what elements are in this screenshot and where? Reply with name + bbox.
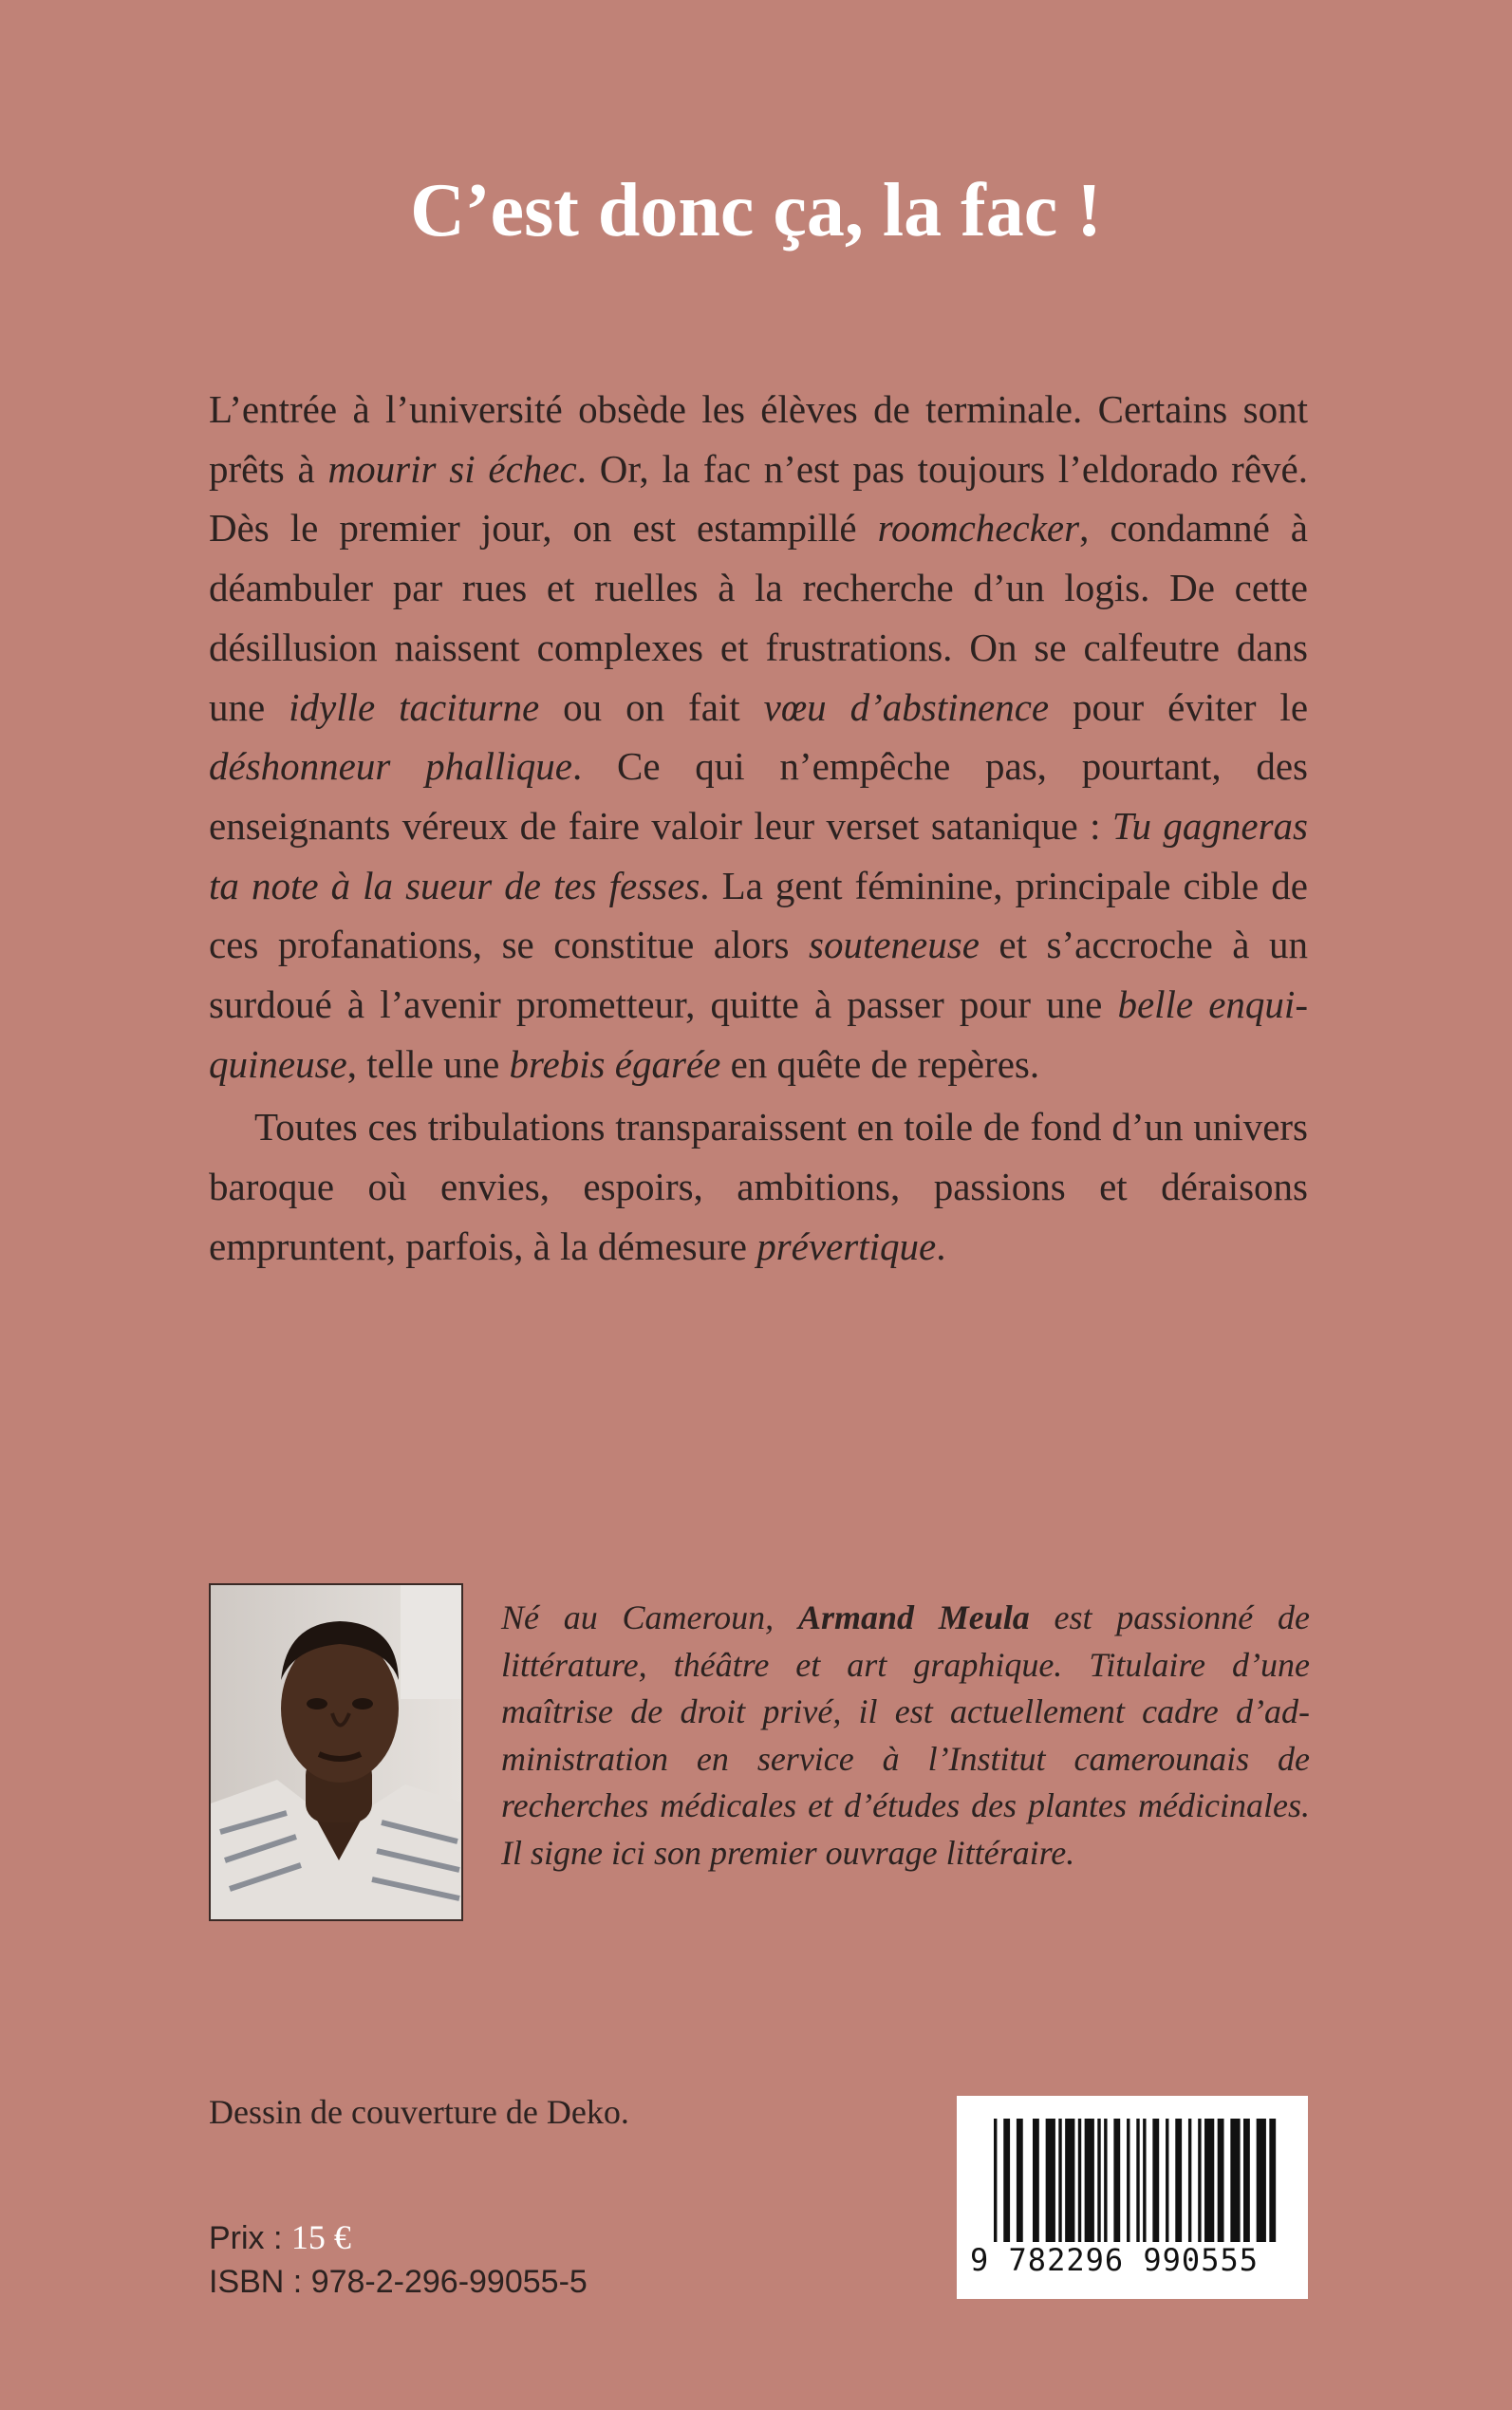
barcode-bar bbox=[1188, 2119, 1191, 2242]
barcode bbox=[957, 2096, 1308, 2299]
barcode-bar bbox=[1175, 2119, 1182, 2242]
italic-phrase: belle enquiquineuse bbox=[209, 982, 1308, 1086]
barcode-bar bbox=[1166, 2119, 1168, 2242]
blurb-paragraph-1 bbox=[209, 380, 1308, 1093]
text-run: . Or, la fac n’est pas toujours l’eldorado rêvé. Dès le premier jour, on est estampillé bbox=[209, 446, 1308, 551]
text-run: L’entrée à l’université obsède les élèves de terminale. Certains sont prêts à bbox=[209, 387, 1308, 491]
text-run: Toutes ces tribulations transparaissent en toile de fond d’un univers baroque où envies, espoirs, ambitions, passions et déraisons empruntent, parfois, à la démesure bbox=[209, 1105, 1308, 1268]
barcode-bar bbox=[1113, 2119, 1120, 2242]
barcode-bar bbox=[1218, 2119, 1224, 2242]
barcode-bar bbox=[1198, 2119, 1201, 2242]
blurb-paragraph-2 bbox=[209, 1097, 1308, 1276]
italic-phrase: mourir si échec bbox=[327, 446, 577, 491]
price-label: Prix : bbox=[209, 2220, 283, 2256]
text-run: . La gent féminine, principale cible de ces profanations, se constitue alors bbox=[209, 863, 1308, 967]
barcode-bar bbox=[1003, 2119, 1010, 2242]
text-run: . Ce qui n’empêche pas, pourtant, des enseignants véreux de faire valoir leur verset satanique : bbox=[209, 744, 1308, 848]
price bbox=[209, 2217, 351, 2258]
author-portrait-image bbox=[211, 1585, 463, 1921]
barcode-bar bbox=[1269, 2119, 1276, 2242]
barcode-bar bbox=[1152, 2119, 1159, 2242]
barcode-bar bbox=[1017, 2119, 1023, 2242]
text-run: . bbox=[936, 1224, 946, 1268]
author-bio bbox=[501, 1595, 1310, 1877]
barcode-bar bbox=[994, 2119, 997, 2242]
barcode-bar bbox=[1127, 2119, 1129, 2242]
barcode-bar bbox=[1104, 2119, 1107, 2242]
isbn: ISBN : 978-2-296-99055-5 bbox=[209, 2264, 588, 2300]
italic-phrase: souteneuse bbox=[809, 923, 980, 967]
barcode-bar bbox=[1230, 2119, 1240, 2242]
italic-phrase: prévertique bbox=[756, 1224, 937, 1268]
text-run: Né au Cameroun, bbox=[501, 1598, 798, 1636]
italic-phrase: vœu d’abstinence bbox=[763, 684, 1050, 729]
barcode-bar bbox=[1243, 2119, 1250, 2242]
text-run: est passionné de littérature, théâtre et art graphique. Titulaire d’une maîtrise de droit privé, il est actuellement cadre d’administration en service à l’Institut camerounais de recherches médicales et d’études des plantes médicinales. Il signe ici son premier ouvrage littéraire. bbox=[501, 1598, 1311, 1872]
text-run: et s’accroche à un surdoué à l’avenir prometteur, quitte à passer pour une bbox=[209, 923, 1308, 1027]
back-cover-blurb bbox=[209, 380, 1308, 1277]
text-run: ou on fait bbox=[539, 684, 764, 729]
price-value: 15 € bbox=[290, 2218, 351, 2256]
barcode-bar bbox=[1204, 2119, 1214, 2242]
italic-phrase: Tu gagneras ta note à la sueur de tes fesses bbox=[209, 803, 1308, 907]
author-name: Armand Meula bbox=[797, 1598, 1030, 1636]
text-run: , telle une bbox=[346, 1041, 510, 1086]
italic-phrase: roomchecker bbox=[877, 506, 1080, 551]
barcode-digits: 9 782296 990555 bbox=[970, 2242, 1259, 2278]
author-bio-text bbox=[501, 1595, 1310, 1877]
italic-phrase: brebis égarée bbox=[509, 1041, 721, 1086]
barcode-bar bbox=[1046, 2119, 1055, 2242]
italic-phrase: idylle taciturne bbox=[289, 684, 540, 729]
barcode-bars bbox=[994, 2119, 1282, 2242]
barcode-bar bbox=[1078, 2119, 1081, 2242]
barcode-bar bbox=[1085, 2119, 1094, 2242]
text-run: pour éviter le bbox=[1049, 684, 1309, 729]
barcode-bar bbox=[1143, 2119, 1146, 2242]
text-run: , condamné à déambuler par rues et ruelles à la recherche d’un logis. De cette désillusion naissent complexes et frustrations. On se calfeutre dans une bbox=[209, 506, 1308, 729]
cover-credit: Dessin de couverture de Deko. bbox=[209, 2093, 629, 2131]
barcode-bar bbox=[1058, 2119, 1061, 2242]
barcode-bar bbox=[1033, 2119, 1039, 2242]
italic-phrase: déshonneur phallique bbox=[209, 744, 572, 789]
book-title: C’est donc ça, la fac ! bbox=[410, 168, 1102, 252]
barcode-bar bbox=[1257, 2119, 1266, 2242]
text-run: en quête de repères. bbox=[720, 1041, 1040, 1086]
barcode-bar bbox=[1065, 2119, 1074, 2242]
barcode-bar bbox=[1136, 2119, 1139, 2242]
author-portrait bbox=[209, 1583, 463, 1921]
barcode-bar bbox=[1097, 2119, 1100, 2242]
